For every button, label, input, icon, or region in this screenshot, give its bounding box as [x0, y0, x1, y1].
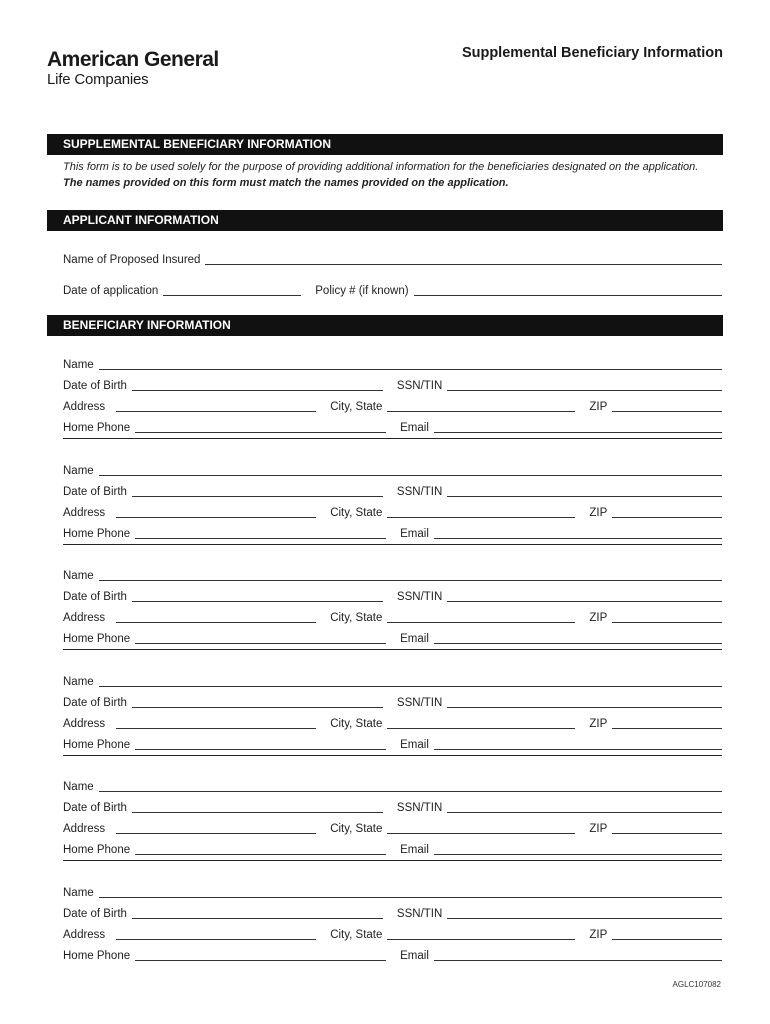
section-header-supplemental: SUPPLEMENTAL BENEFICIARY INFORMATION	[47, 134, 723, 155]
beneficiary-dob-field[interactable]	[132, 906, 383, 919]
beneficiary-email-field[interactable]	[434, 842, 722, 855]
beneficiary-ssn-label: SSN/TIN	[396, 591, 443, 603]
beneficiary-zip-label: ZIP	[589, 506, 608, 519]
intro-paragraph	[63, 160, 713, 191]
beneficiary-ssn-label: SSN/TIN	[396, 802, 443, 814]
policy-number-label: Policy # (if known)	[315, 285, 409, 297]
beneficiary-name-label: Name	[63, 675, 94, 688]
beneficiary-city-state-label: City, State	[330, 401, 383, 413]
beneficiary-home-phone-label: Home Phone	[63, 527, 131, 540]
beneficiary-divider	[63, 438, 722, 439]
beneficiary-email-label: Email	[400, 422, 429, 434]
beneficiary-name-label: Name	[63, 359, 94, 371]
beneficiary-address-row	[63, 715, 722, 731]
beneficiary-ssn-field[interactable]	[447, 906, 722, 919]
beneficiary-address-row	[63, 504, 722, 520]
beneficiary-ssn-label: SSN/TIN	[396, 907, 443, 920]
beneficiary-home-phone-label: Home Phone	[63, 422, 131, 434]
beneficiary-name-row	[63, 462, 722, 478]
logo-company-name: American General	[47, 48, 219, 71]
beneficiary-address-field[interactable]	[116, 610, 316, 623]
beneficiary-ssn-field[interactable]	[447, 800, 722, 813]
beneficiary-address-label: Address	[63, 612, 106, 624]
beneficiary-city-state-field[interactable]	[387, 821, 575, 834]
beneficiary-name-row	[63, 673, 722, 689]
beneficiary-zip-label: ZIP	[589, 612, 608, 624]
beneficiary-address-field[interactable]	[116, 927, 316, 940]
beneficiary-name-field[interactable]	[99, 674, 722, 687]
beneficiary-email-field[interactable]	[434, 420, 722, 433]
beneficiary-phone-row	[63, 419, 722, 435]
beneficiary-address-row	[63, 398, 722, 414]
beneficiary-home-phone-label: Home Phone	[63, 949, 131, 962]
application-date-row	[63, 282, 722, 298]
beneficiary-dob-row	[63, 799, 722, 815]
beneficiary-name-row	[63, 884, 722, 900]
beneficiary-name-field[interactable]	[99, 779, 722, 792]
beneficiary-zip-field[interactable]	[612, 399, 722, 412]
beneficiary-city-state-field[interactable]	[387, 927, 575, 940]
beneficiary-city-state-label: City, State	[330, 717, 383, 730]
beneficiary-dob-label: Date of Birth	[63, 696, 127, 709]
beneficiary-email-field[interactable]	[434, 631, 722, 644]
beneficiary-ssn-field[interactable]	[447, 695, 722, 708]
beneficiary-home-phone-field[interactable]	[135, 737, 386, 750]
application-date-label: Date of application	[63, 285, 159, 297]
beneficiary-ssn-field[interactable]	[447, 589, 722, 602]
beneficiary-email-label: Email	[400, 633, 429, 645]
beneficiary-phone-row	[63, 947, 722, 963]
beneficiary-phone-row	[63, 841, 722, 857]
beneficiary-email-label: Email	[400, 527, 429, 540]
beneficiary-name-row	[63, 778, 722, 794]
beneficiary-zip-field[interactable]	[612, 505, 722, 518]
beneficiary-address-row	[63, 820, 722, 836]
beneficiary-home-phone-label: Home Phone	[63, 844, 131, 856]
beneficiary-dob-label: Date of Birth	[63, 591, 127, 603]
beneficiary-divider	[63, 649, 722, 650]
beneficiary-dob-label: Date of Birth	[63, 802, 127, 814]
beneficiary-home-phone-field[interactable]	[135, 842, 386, 855]
beneficiary-address-label: Address	[63, 823, 106, 835]
logo-subtitle: Life Companies	[47, 71, 149, 88]
beneficiary-city-state-label: City, State	[330, 506, 383, 519]
beneficiary-zip-field[interactable]	[612, 716, 722, 729]
beneficiary-zip-field[interactable]	[612, 610, 722, 623]
form-code: AGLC107082	[672, 980, 721, 989]
beneficiary-dob-field[interactable]	[132, 589, 383, 602]
beneficiary-name-row	[63, 567, 722, 583]
beneficiary-name-field[interactable]	[99, 568, 722, 581]
beneficiary-name-field[interactable]	[99, 885, 722, 898]
beneficiary-ssn-label: SSN/TIN	[396, 696, 443, 709]
proposed-insured-row	[63, 251, 722, 267]
beneficiary-home-phone-field[interactable]	[135, 631, 386, 644]
beneficiary-address-label: Address	[63, 717, 106, 730]
beneficiary-dob-row	[63, 483, 722, 499]
beneficiary-address-field[interactable]	[116, 399, 316, 412]
section-header-applicant: APPLICANT INFORMATION	[47, 210, 723, 231]
beneficiary-dob-field[interactable]	[132, 800, 383, 813]
beneficiary-zip-label: ZIP	[589, 928, 608, 941]
beneficiary-zip-field[interactable]	[612, 927, 722, 940]
beneficiary-address-row	[63, 926, 722, 942]
section-header-beneficiary: BENEFICIARY INFORMATION	[47, 315, 723, 336]
beneficiary-city-state-field[interactable]	[387, 610, 575, 623]
beneficiary-home-phone-label: Home Phone	[63, 738, 131, 751]
beneficiary-home-phone-field[interactable]	[135, 526, 386, 539]
beneficiary-city-state-label: City, State	[330, 823, 383, 835]
beneficiary-name-label: Name	[63, 886, 94, 899]
beneficiary-dob-row	[63, 694, 722, 710]
beneficiary-divider	[63, 544, 722, 545]
beneficiary-ssn-field[interactable]	[447, 484, 722, 497]
beneficiary-city-state-field[interactable]	[387, 505, 575, 518]
proposed-insured-label: Name of Proposed Insured	[63, 254, 201, 266]
beneficiary-city-state-field[interactable]	[387, 716, 575, 729]
beneficiary-address-label: Address	[63, 928, 106, 941]
beneficiary-ssn-label: SSN/TIN	[396, 485, 443, 498]
beneficiary-zip-label: ZIP	[589, 823, 608, 835]
beneficiary-phone-row	[63, 736, 722, 752]
beneficiary-dob-field[interactable]	[132, 378, 383, 391]
beneficiary-home-phone-field[interactable]	[135, 420, 386, 433]
beneficiary-email-field[interactable]	[434, 948, 722, 961]
beneficiary-email-label: Email	[400, 844, 429, 856]
beneficiary-name-field[interactable]	[99, 357, 722, 370]
beneficiary-email-field[interactable]	[434, 737, 722, 750]
beneficiary-address-field[interactable]	[116, 821, 316, 834]
intro-text: This form is to be used solely for the purpose of providing additional information for the beneficiaries designated on the application.	[63, 161, 699, 173]
beneficiary-address-label: Address	[63, 506, 106, 519]
beneficiary-ssn-field[interactable]	[447, 378, 722, 391]
beneficiary-dob-label: Date of Birth	[63, 485, 127, 498]
beneficiary-dob-field[interactable]	[132, 695, 383, 708]
beneficiary-zip-label: ZIP	[589, 717, 608, 730]
beneficiary-divider	[63, 860, 722, 861]
beneficiary-divider	[63, 755, 722, 756]
beneficiary-name-label: Name	[63, 781, 94, 793]
beneficiary-zip-field[interactable]	[612, 821, 722, 834]
policy-number-field[interactable]	[414, 283, 722, 296]
beneficiary-address-label: Address	[63, 401, 106, 413]
application-date-field[interactable]	[163, 283, 301, 296]
beneficiary-name-row	[63, 356, 722, 372]
beneficiary-email-field[interactable]	[434, 526, 722, 539]
beneficiary-home-phone-field[interactable]	[135, 948, 386, 961]
beneficiary-name-label: Name	[63, 570, 94, 582]
beneficiary-name-field[interactable]	[99, 463, 722, 476]
beneficiary-address-field[interactable]	[116, 505, 316, 518]
beneficiary-dob-row	[63, 377, 722, 393]
beneficiary-phone-row	[63, 525, 722, 541]
beneficiary-ssn-label: SSN/TIN	[396, 380, 443, 392]
beneficiary-city-state-label: City, State	[330, 612, 383, 624]
beneficiary-email-label: Email	[400, 949, 429, 962]
beneficiary-dob-label: Date of Birth	[63, 907, 127, 920]
beneficiary-address-row	[63, 609, 722, 625]
beneficiary-phone-row	[63, 630, 722, 646]
beneficiary-city-state-field[interactable]	[387, 399, 575, 412]
beneficiary-dob-field[interactable]	[132, 484, 383, 497]
beneficiary-email-label: Email	[400, 738, 429, 751]
beneficiary-address-field[interactable]	[116, 716, 316, 729]
beneficiary-name-label: Name	[63, 464, 94, 477]
beneficiary-dob-row	[63, 588, 722, 604]
beneficiary-dob-label: Date of Birth	[63, 380, 127, 392]
beneficiary-home-phone-label: Home Phone	[63, 633, 131, 645]
document-title: Supplemental Beneficiary Information	[461, 45, 723, 61]
beneficiary-dob-row	[63, 905, 722, 921]
proposed-insured-field[interactable]	[205, 252, 722, 265]
beneficiary-zip-label: ZIP	[589, 401, 608, 413]
beneficiary-city-state-label: City, State	[330, 928, 383, 941]
intro-bold-text: The names provided on this form must match the names provided on the application.	[63, 176, 509, 189]
